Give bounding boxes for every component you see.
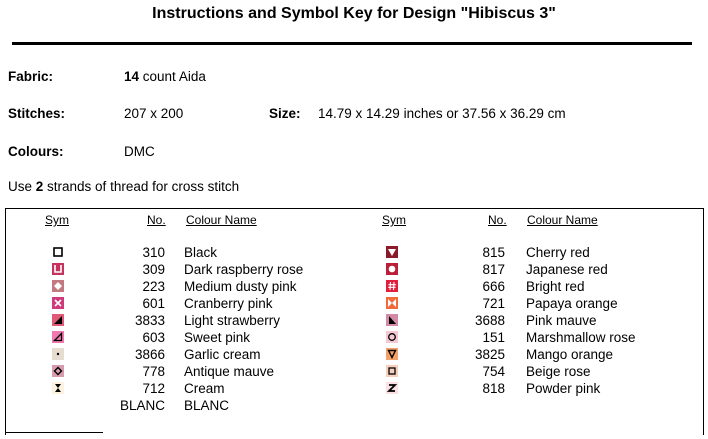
colour-name: Antique mauve	[184, 364, 275, 379]
dmc-number: 601	[142, 296, 165, 311]
colour-name: Light strawberry	[184, 313, 281, 328]
dot-icon	[52, 348, 64, 360]
circle-icon	[386, 263, 398, 275]
blank-icon	[52, 399, 64, 411]
title-underline	[12, 42, 692, 45]
colour-name: Garlic cream	[184, 347, 261, 362]
header-sym-right: Sym	[382, 213, 406, 227]
dmc-number: 310	[142, 245, 165, 260]
dmc-number: 151	[482, 330, 505, 345]
colour-name: Pink mauve	[526, 313, 597, 328]
colour-name: BLANC	[184, 398, 230, 413]
colours-label: Colours:	[8, 144, 64, 159]
header-sym-left: Sym	[45, 213, 69, 227]
down-triangle-icon	[386, 348, 398, 360]
header-no-right: No.	[488, 213, 507, 227]
outline-diamond-icon	[52, 365, 64, 377]
dmc-number: 3866	[134, 347, 165, 362]
colour-name: Beige rose	[526, 364, 591, 379]
stitches-value: 207 x 200	[124, 106, 184, 121]
colour-name: Sweet pink	[184, 330, 251, 345]
dmc-number: 818	[482, 381, 505, 396]
header-name-left: Colour Name	[186, 213, 257, 227]
triangle-bar-icon	[386, 314, 398, 326]
dmc-number: 3833	[134, 313, 165, 328]
fabric-type: count Aida	[139, 69, 206, 84]
dmc-number: 778	[142, 364, 165, 379]
colour-name: Medium dusty pink	[184, 279, 297, 294]
fabric-label: Fabric:	[8, 69, 54, 84]
dmc-number: 603	[142, 330, 165, 345]
size-value: 14.79 x 14.29 inches or 37.56 x 36.29 cm	[318, 106, 566, 121]
rect-icon	[386, 365, 398, 377]
colour-name: Cherry red	[526, 245, 590, 260]
z-letter-icon	[386, 382, 398, 394]
colour-name: Bright red	[526, 279, 585, 294]
colour-name: Mango orange	[526, 347, 614, 362]
ring-icon	[386, 331, 398, 343]
colour-name: Powder pink	[526, 381, 601, 396]
colour-name: Cranberry pink	[184, 296, 273, 311]
colours-value: DMC	[124, 144, 155, 159]
header-no-left: No.	[147, 213, 166, 227]
thread-instruction: Use 2 strands of thread for cross stitch	[8, 179, 240, 194]
stitches-label: Stitches:	[8, 106, 66, 121]
colour-name: Dark raspberry rose	[184, 262, 304, 277]
colour-name: Cream	[184, 381, 225, 396]
x-cross-icon	[52, 297, 64, 309]
colour-name: Japanese red	[526, 262, 608, 277]
dmc-number: 3688	[474, 313, 505, 328]
dmc-number: 721	[482, 296, 505, 311]
diamond-icon	[52, 280, 64, 292]
colour-name: Papaya orange	[526, 296, 618, 311]
dmc-number: 754	[482, 364, 505, 379]
bowtie-icon	[386, 297, 398, 309]
dmc-number: 815	[482, 245, 505, 260]
fabric-value	[124, 69, 206, 84]
page-title: Instructions and Symbol Key for Design "Hibiscus 3"	[152, 5, 556, 22]
dmc-number: 309	[142, 262, 165, 277]
size-label: Size:	[269, 106, 301, 121]
fabric-count: 14	[124, 69, 140, 84]
header-name-right: Colour Name	[527, 213, 598, 227]
hollow-square-icon	[52, 246, 64, 258]
triangle-icon	[52, 314, 64, 326]
outline-triangle-icon	[52, 331, 64, 343]
dmc-number: BLANC	[119, 398, 165, 413]
colour-name: Black	[184, 245, 218, 260]
hourglass-icon	[52, 382, 64, 394]
dmc-number: 223	[142, 279, 165, 294]
dmc-number: 666	[482, 279, 505, 294]
u-shape-icon	[52, 263, 64, 275]
dmc-number: 817	[482, 262, 505, 277]
dmc-number: 3825	[474, 347, 505, 362]
heart-icon	[386, 246, 398, 258]
colour-name: Marshmallow rose	[526, 330, 636, 345]
hash-icon	[386, 280, 398, 292]
table-bottom-rule	[5, 432, 103, 433]
strand-count: 2	[35, 179, 44, 194]
dmc-number: 712	[142, 381, 165, 396]
